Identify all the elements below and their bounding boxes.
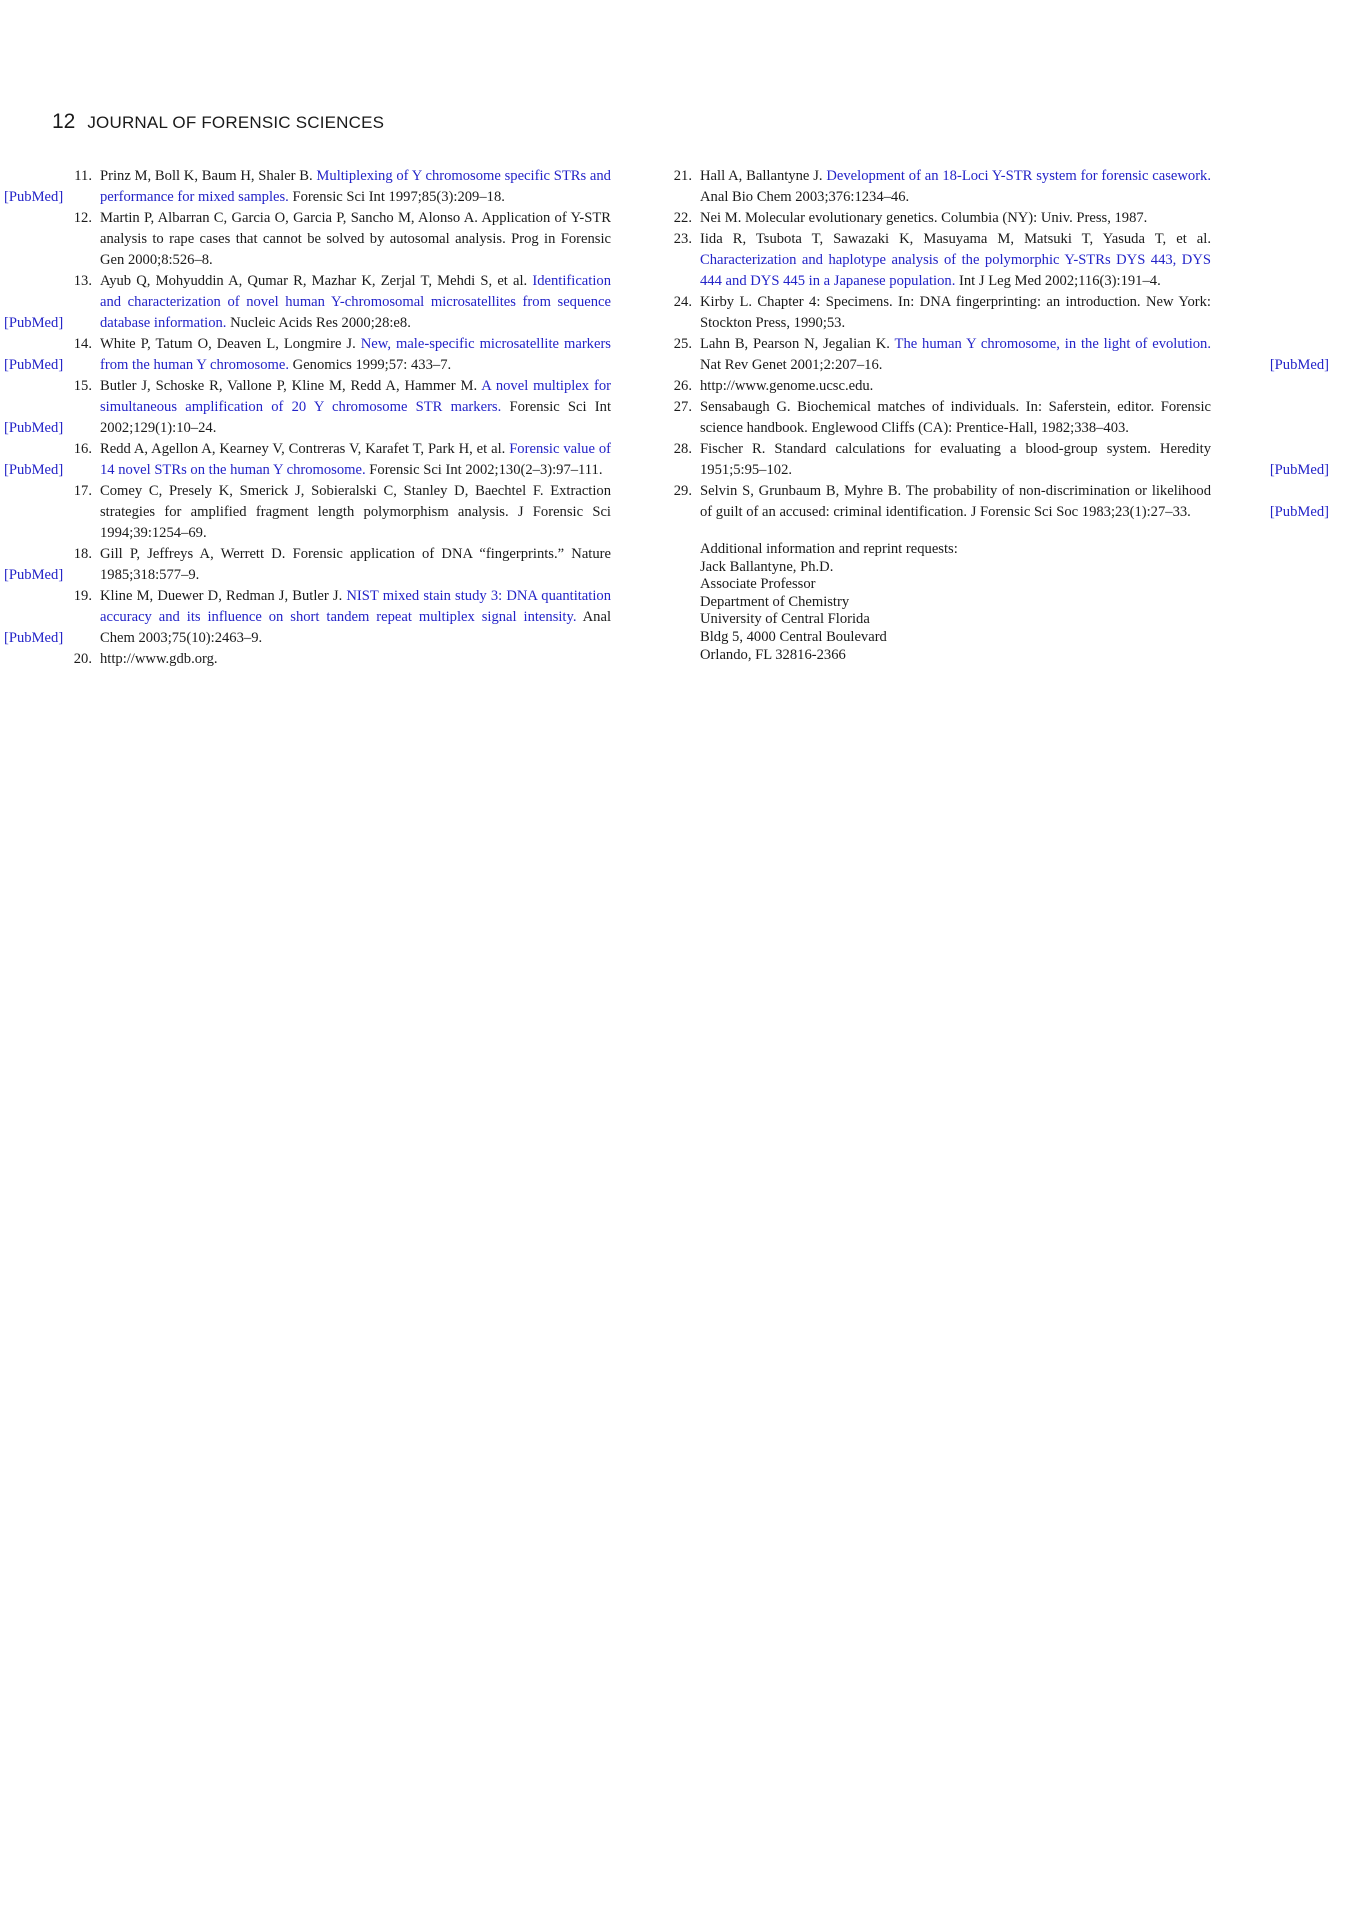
reference-authors: Fischer R. Standard calculations for evaluating a blood-group system. Heredity 1951;5:95–102. [700, 441, 1211, 478]
reference-number: 27. [673, 399, 692, 415]
reference-text [100, 271, 611, 334]
reference-authors: Selvin S, Grunbaum B, Myhre B. The probability of non-discrimination or likelihood of guilt of an accused: criminal identification. J Forensic Sci Soc 1983;23(1):27–33. [700, 483, 1211, 520]
reference-authors: Ayub Q, Mohyuddin A, Qumar R, Mazhar K, Zerjal T, Mehdi S, et al. [100, 273, 533, 289]
reference-title-link[interactable]: Characterization and haplotype analysis of the polymorphic Y-STRs DYS 443, DYS 444 and DYS 445 in a Japanese population. [700, 252, 1211, 289]
reference-source: Int J Leg Med 2002;116(3):191–4. [955, 273, 1161, 289]
reference-source: Nat Rev Genet 2001;2:207–16. [700, 357, 883, 373]
page-number: 12 [52, 110, 76, 133]
reference-authors: Redd A, Agellon A, Kearney V, Contreras V, Karafet T, Park H, et al. [100, 441, 510, 457]
reference-item [4, 166, 611, 208]
reference-number: 23. [673, 231, 692, 247]
reference-number: 21. [673, 168, 692, 184]
reference-authors: Sensabaugh G. Biochemical matches of individuals. In: Saferstein, editor. Forensic science handbook. Englewood Cliffs (CA): Prentice-Hall, 1982;338–403. [700, 399, 1211, 436]
reference-number: 20. [73, 651, 92, 667]
reference-item [673, 481, 1329, 523]
reference-text [700, 208, 1211, 229]
references-left-column [4, 166, 611, 670]
reference-number: 26. [673, 378, 692, 394]
reference-text [700, 166, 1211, 208]
reference-item [4, 586, 611, 649]
reference-source: Anal Bio Chem 2003;376:1234–46. [700, 189, 910, 205]
pubmed-link[interactable]: [PubMed] [4, 315, 64, 331]
reference-authors: Comey C, Presely K, Smerick J, Sobieralski C, Stanley D, Baechtel F. Extraction strategies for amplified fragment length polymorphism analysis. J Forensic Sci 1994;39:1254–69. [100, 483, 611, 541]
reference-authors: Gill P, Jeffreys A, Werrett D. Forensic application of DNA “fingerprints.” Nature 1985;318:577–9. [100, 546, 611, 583]
reference-authors: Hall A, Ballantyne J. [700, 168, 827, 184]
reference-text [700, 439, 1211, 481]
reference-text [700, 334, 1211, 376]
page-header [52, 110, 384, 134]
reference-item [4, 544, 611, 586]
reference-item [73, 649, 611, 670]
reference-source: Forensic Sci Int 1997;85(3):209–18. [288, 189, 505, 205]
reference-authors: http://www.genome.ucsc.edu. [700, 378, 874, 394]
reference-number: 12. [73, 210, 92, 226]
reference-text [100, 166, 611, 208]
reference-item [673, 292, 1211, 334]
reference-item [673, 334, 1329, 376]
reference-title-link[interactable]: The human Y chromosome, in the light of evolution. [894, 336, 1212, 352]
journal-title: JOURNAL OF FORENSIC SCIENCES [87, 113, 385, 132]
references-right-list [673, 166, 1329, 523]
reference-source: Forensic Sci Int 2002;129(1):10–24. [100, 399, 611, 436]
address-line: Department of Chemistry [700, 593, 850, 610]
reference-item [673, 439, 1329, 481]
reference-title-link[interactable]: NIST mixed stain study 3: DNA quantitation accuracy and its influence on short tandem repeat multiplex signal intensity. [100, 588, 611, 625]
reference-text [100, 544, 611, 586]
reference-number: 29. [673, 483, 692, 499]
reference-text [100, 376, 611, 439]
address-line: University of Central Florida [700, 611, 870, 628]
reference-authors: Nei M. Molecular evolutionary genetics. Columbia (NY): Univ. Press, 1987. [700, 210, 1148, 226]
reference-title-link[interactable]: Multiplexing of Y chromosome specific STRs and performance for mixed samples. [100, 168, 611, 205]
reference-number: 16. [73, 441, 92, 457]
reference-text [100, 334, 611, 376]
reference-item [73, 481, 611, 544]
reference-text [100, 481, 611, 544]
reference-authors: Butler J, Schoske R, Vallone P, Kline M, Redd A, Hammer M. [100, 378, 482, 394]
reference-number: 22. [673, 210, 692, 226]
reference-item [673, 229, 1211, 292]
pubmed-link[interactable]: [PubMed] [4, 357, 64, 373]
address-line: Bldg 5, 4000 Central Boulevard [700, 628, 887, 645]
reference-text [700, 292, 1211, 334]
reference-title-link[interactable]: Identification and characterization of novel human Y-chromosomal microsatellites from sequence database information. [100, 273, 611, 331]
reference-text [700, 229, 1211, 292]
reference-number: 25. [673, 336, 692, 352]
reference-title-link[interactable]: Development of an 18-Loci Y-STR system for forensic casework. [826, 168, 1212, 184]
reference-number: 15. [73, 378, 92, 394]
references-right-column [673, 166, 1329, 664]
reference-item [4, 439, 611, 481]
reference-authors: Prinz M, Boll K, Baum H, Shaler B. [100, 168, 317, 184]
reference-item [73, 208, 611, 271]
reference-item [673, 208, 1211, 229]
pubmed-link[interactable]: [PubMed] [1269, 357, 1329, 373]
reference-source: Anal Chem 2003;75(10):2463–9. [100, 609, 611, 646]
reference-number: 14. [73, 336, 92, 352]
reference-number: 19. [73, 588, 92, 604]
reference-item [4, 376, 611, 439]
reference-source: Nucleic Acids Res 2000;28:e8. [226, 315, 411, 331]
reference-text [100, 649, 611, 670]
pubmed-link[interactable]: [PubMed] [4, 420, 64, 436]
reference-authors: Kirby L. Chapter 4: Specimens. In: DNA fingerprinting: an introduction. New York: Stockton Press, 1990;53. [700, 294, 1211, 331]
pubmed-link[interactable]: [PubMed] [4, 630, 64, 646]
pubmed-link[interactable]: [PubMed] [4, 462, 64, 478]
reference-authors: http://www.gdb.org. [100, 651, 218, 667]
reference-authors: Martin P, Albarran C, Garcia O, Garcia P, Sancho M, Alonso A. Application of Y-STR analysis to rape cases that cannot be solved by autosomal analysis. Prog in Forensic Gen 2000;8:526–8. [100, 210, 611, 268]
pubmed-link[interactable]: [PubMed] [1269, 504, 1329, 520]
reference-text [100, 208, 611, 271]
reference-number: 28. [673, 441, 692, 457]
reference-text [700, 481, 1211, 523]
reference-number: 18. [73, 546, 92, 562]
pubmed-link[interactable]: [PubMed] [1269, 462, 1329, 478]
address-line: Additional information and reprint requests: [700, 541, 958, 557]
reference-text [100, 586, 611, 649]
reference-source: Genomics 1999;57: 433–7. [289, 357, 452, 373]
pubmed-link[interactable]: [PubMed] [4, 567, 64, 583]
pubmed-link[interactable]: [PubMed] [4, 189, 64, 205]
address-line: Orlando, FL 32816-2366 [700, 646, 846, 663]
reference-number: 24. [673, 294, 692, 310]
reference-authors: Iida R, Tsubota T, Sawazaki K, Masuyama M, Matsuki T, Yasuda T, et al. [700, 231, 1211, 247]
correspondence-address [700, 541, 1211, 664]
reference-source: Forensic Sci Int 2002;130(2–3):97–111. [365, 462, 603, 478]
reference-authors: Kline M, Duewer D, Redman J, Butler J. [100, 588, 347, 604]
reference-number: 17. [73, 483, 92, 499]
reference-title-link[interactable]: Forensic value of 14 novel STRs on the human Y chromosome. [100, 441, 611, 478]
reference-authors: White P, Tatum O, Deaven L, Longmire J. [100, 336, 361, 352]
reference-item [673, 397, 1211, 439]
reference-text [100, 439, 611, 481]
reference-number: 11. [74, 168, 92, 184]
address-line: Associate Professor [700, 576, 816, 593]
reference-item [4, 334, 611, 376]
reference-item [673, 166, 1212, 208]
reference-number: 13. [73, 273, 92, 289]
reference-title-link[interactable]: New, male-specific microsatellite markers from the human Y chromosome. [100, 336, 611, 373]
address-line: Jack Ballantyne, Ph.D. [700, 558, 834, 575]
reference-text [700, 376, 1211, 397]
reference-item [4, 271, 611, 334]
reference-title-link[interactable]: A novel multiplex for simultaneous amplification of 20 Y chromosome STR markers. [100, 378, 611, 415]
reference-text [700, 397, 1211, 439]
reference-item [673, 376, 1211, 397]
reference-authors: Lahn B, Pearson N, Jegalian K. [700, 336, 895, 352]
